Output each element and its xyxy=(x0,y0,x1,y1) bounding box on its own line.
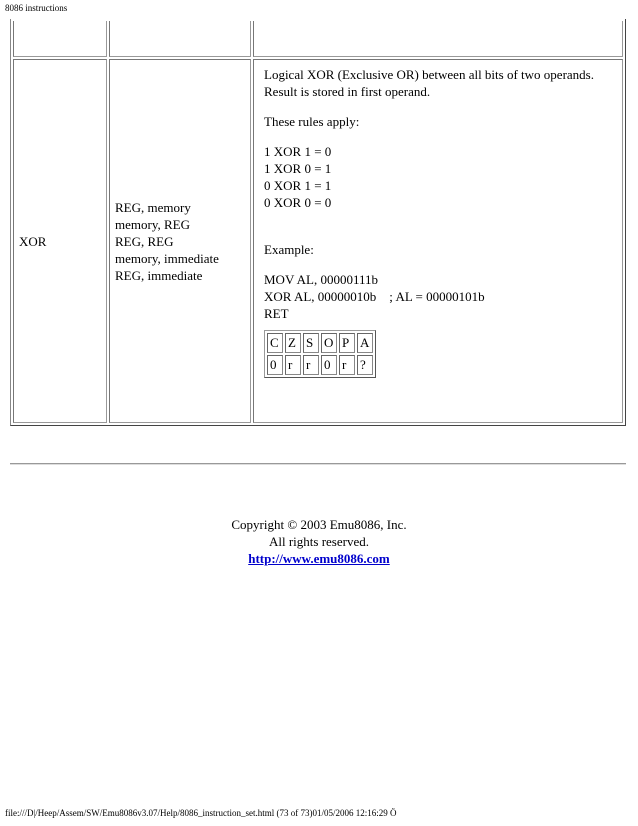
flag-header: O xyxy=(321,333,337,353)
flag-value: r xyxy=(303,355,319,375)
operands-cell xyxy=(109,59,251,423)
operand-line: memory, REG xyxy=(115,216,190,232)
copyright-text: Copyright © 2003 Emu8086, Inc. xyxy=(231,517,407,532)
operand-line: REG, immediate xyxy=(115,267,203,283)
rights-text: All rights reserved. xyxy=(268,534,369,549)
operand-line: REG, REG xyxy=(115,233,174,249)
rule-line: 0 XOR 0 = 0 xyxy=(264,195,332,210)
page-header: 8086 instructions xyxy=(5,3,68,13)
rule-line: 1 XOR 1 = 0 xyxy=(264,144,332,159)
flags-table xyxy=(264,330,376,378)
empty-cell xyxy=(253,21,623,57)
flag-header: C xyxy=(267,333,283,353)
empty-cell xyxy=(109,21,251,57)
flag-header: S xyxy=(303,333,319,353)
copyright-block xyxy=(0,516,638,567)
horizontal-rule xyxy=(10,463,626,465)
example-label: Example: xyxy=(264,242,314,257)
empty-cell xyxy=(13,21,107,57)
flag-header: P xyxy=(339,333,355,353)
rules-list xyxy=(264,143,614,211)
flags-value-row xyxy=(267,355,373,375)
flag-value: r xyxy=(339,355,355,375)
operand-line: REG, memory xyxy=(115,199,191,215)
flag-value: ? xyxy=(357,355,373,375)
code-line: MOV AL, 00000111b xyxy=(264,272,378,287)
flags-header-row xyxy=(267,333,373,353)
flag-value: 0 xyxy=(321,355,337,375)
instruction-table xyxy=(10,19,626,426)
homepage-link[interactable]: http://www.emu8086.com xyxy=(248,551,390,566)
description-cell xyxy=(253,59,623,423)
instruction-name: XOR xyxy=(13,59,107,423)
description-text: Logical XOR (Exclusive OR) between all bits of two operands. Result is stored in first operand. xyxy=(264,67,594,99)
rule-line: 0 XOR 1 = 1 xyxy=(264,178,332,193)
page-footer: file:///D|/Heep/Assem/SW/Emu8086v3.07/Help/8086_instruction_set.html (73 of 73)01/05/2006 12:16:29 Ö xyxy=(5,808,397,818)
code-line: XOR AL, 00000010b ; AL = 00000101b xyxy=(264,289,485,304)
code-line: RET xyxy=(264,306,289,321)
example-code xyxy=(264,271,614,322)
rule-line: 1 XOR 0 = 1 xyxy=(264,161,332,176)
flag-value: 0 xyxy=(267,355,283,375)
rules-intro: These rules apply: xyxy=(264,114,360,129)
instruction-row xyxy=(13,59,623,423)
flag-header: A xyxy=(357,333,373,353)
flag-header: Z xyxy=(285,333,301,353)
operand-line: memory, immediate xyxy=(115,250,219,266)
flag-value: r xyxy=(285,355,301,375)
previous-row-tail xyxy=(13,21,623,57)
